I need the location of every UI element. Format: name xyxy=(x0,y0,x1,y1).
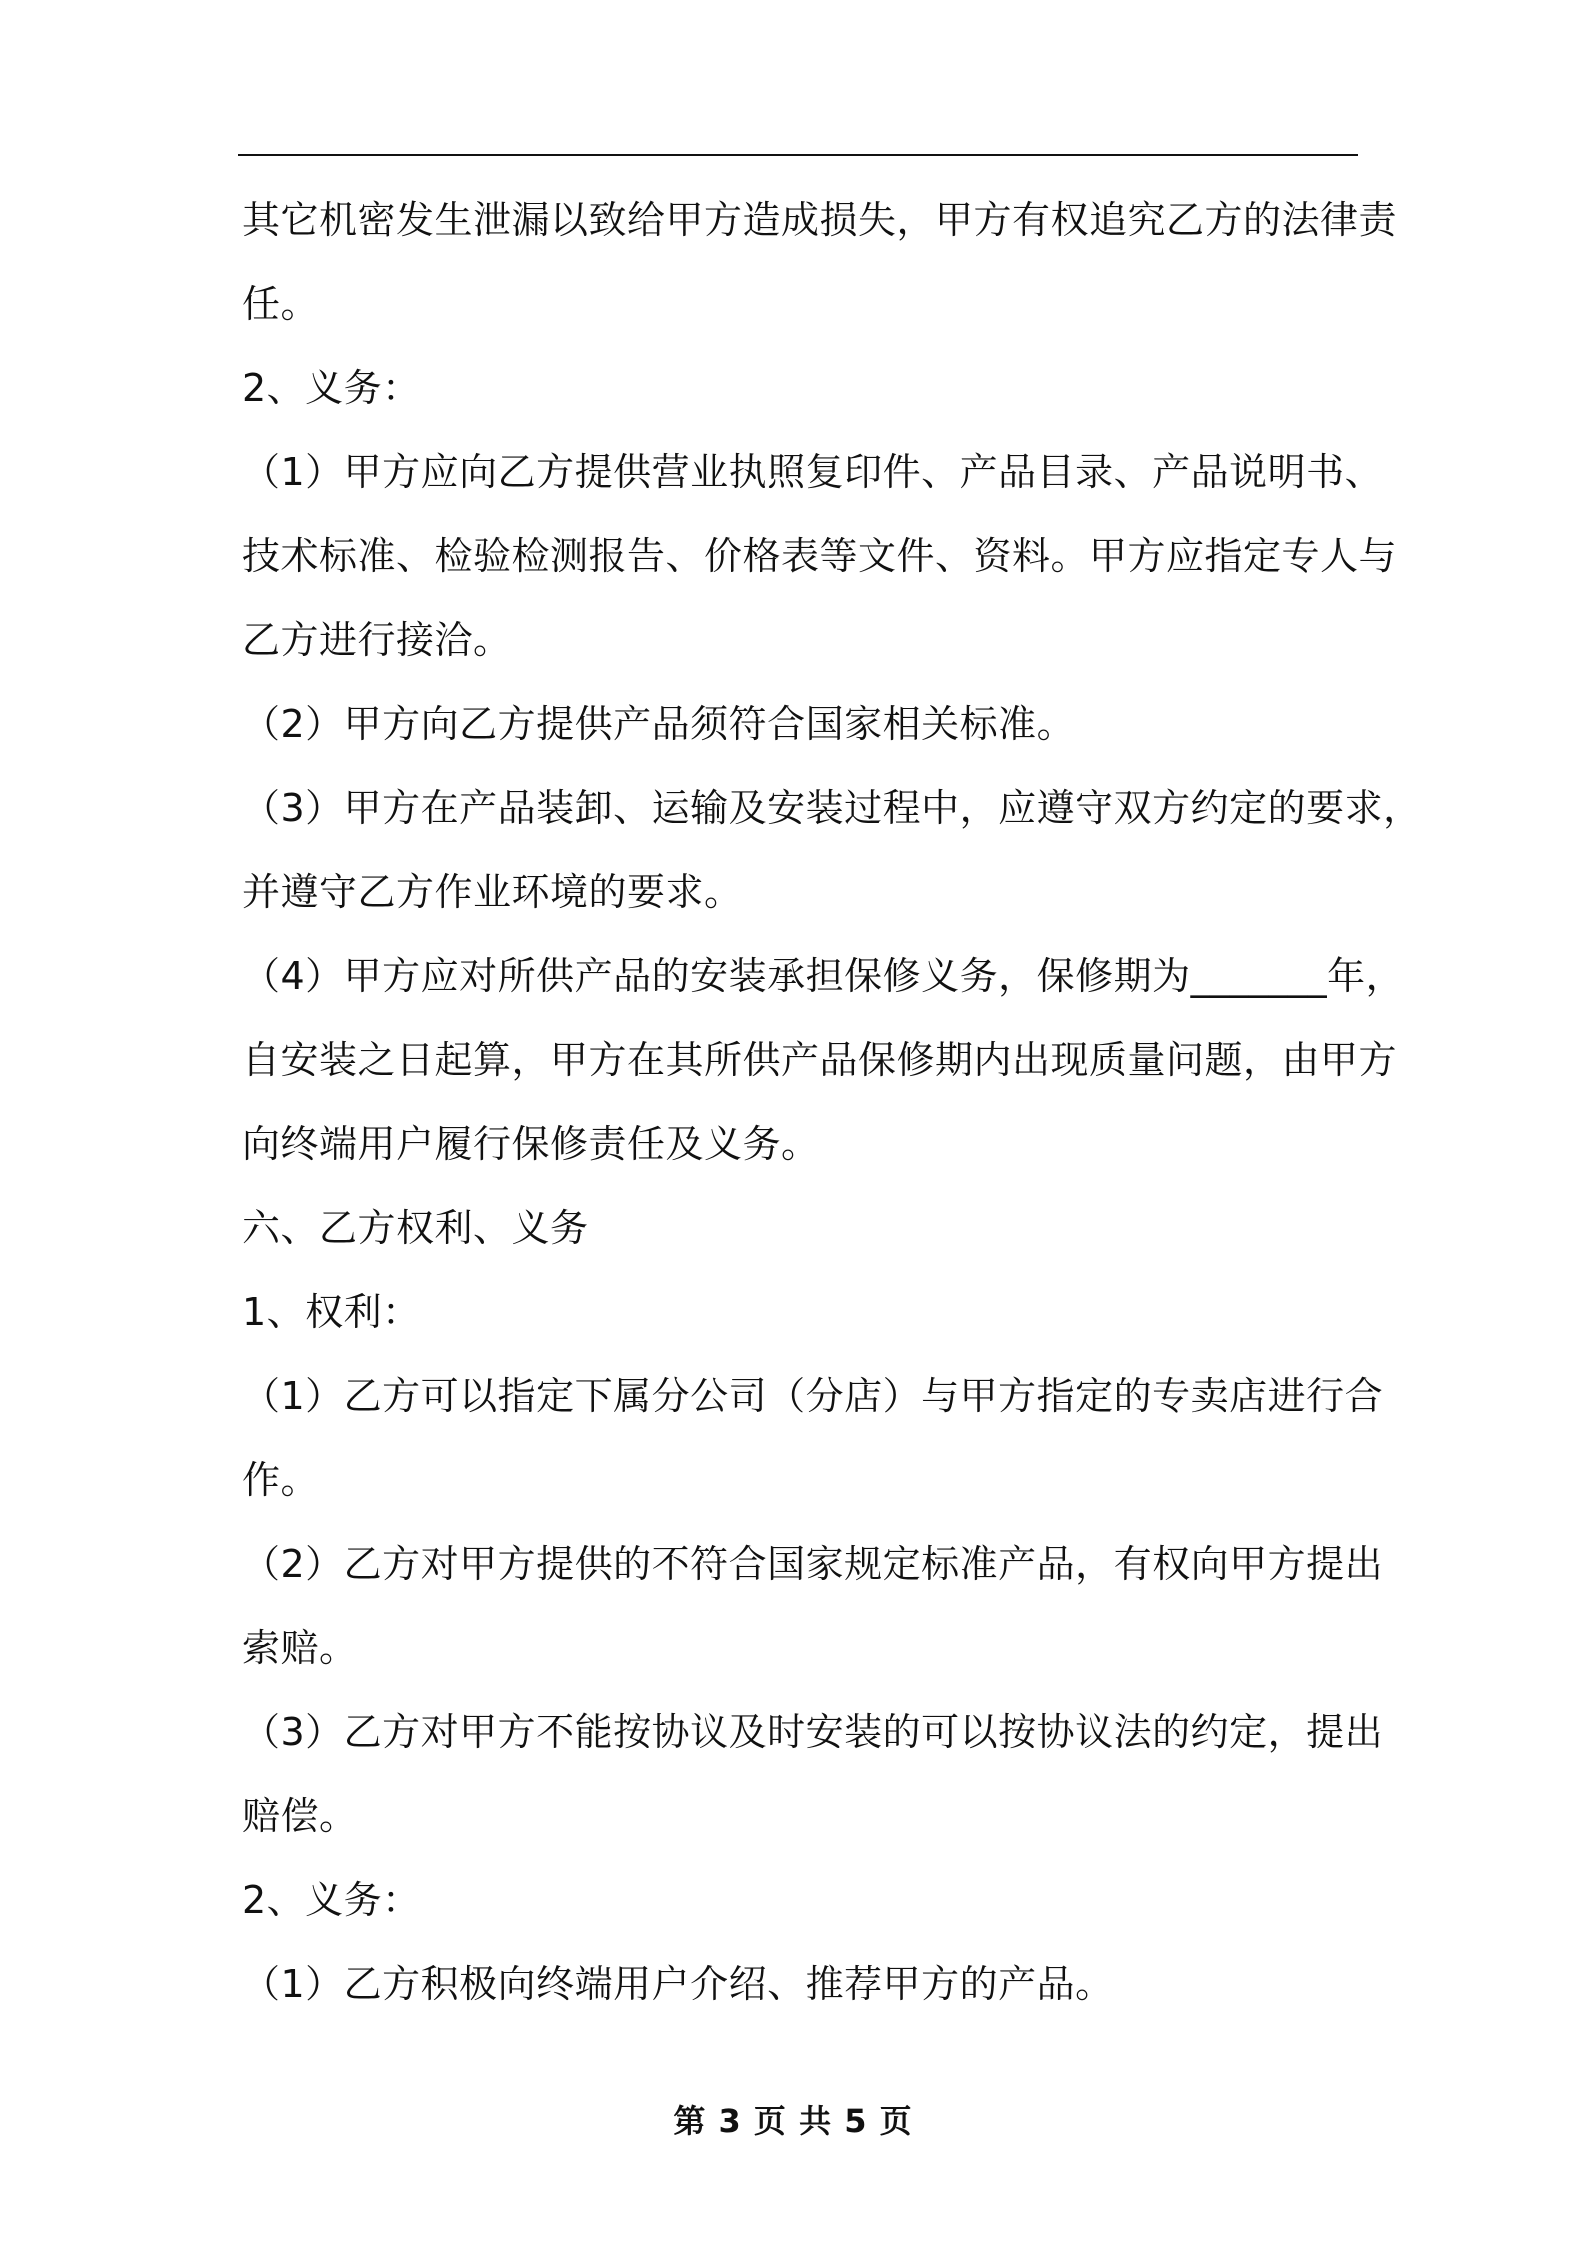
paragraph-line: 向终端用户履行保修责任及义务。 xyxy=(242,1122,820,1166)
section-heading: 2、义务： xyxy=(242,1878,421,1922)
paragraph-line: 并遵守乙方作业环境的要求。 xyxy=(242,870,743,914)
paragraph-line: （3）甲方在产品装卸、运输及安装过程中，应遵守双方约定的要求， xyxy=(242,786,1422,830)
page-number: 第 3 页 共 5 页 xyxy=(673,2102,913,2140)
header-rule xyxy=(238,154,1358,156)
paragraph-line: （1）乙方积极向终端用户介绍、推荐甲方的产品。 xyxy=(242,1962,1114,2006)
section-heading: 六、乙方权利、义务 xyxy=(242,1206,589,1250)
paragraph-line: 其它机密发生泄漏以致给甲方造成损失，甲方有权追究乙方的法律责 xyxy=(242,198,1398,242)
paragraph-line: （3）乙方对甲方不能按协议及时安装的可以按协议法的约定，提出 xyxy=(242,1710,1384,1754)
paragraph-line: 技术标准、检验检测报告、价格表等文件、资料。甲方应指定专人与 xyxy=(242,534,1398,578)
paragraph-line: 任。 xyxy=(242,282,320,326)
paragraph-line: 自安装之日起算，甲方在其所供产品保修期内出现质量问题，由甲方 xyxy=(242,1038,1398,1082)
paragraph-line: 作。 xyxy=(242,1458,320,1502)
paragraph-line: 赔偿。 xyxy=(242,1794,358,1838)
paragraph-line: （4）甲方应对所供产品的安装承担保修义务，保修期为_______年， xyxy=(242,954,1405,998)
paragraph-line: （2）乙方对甲方提供的不符合国家规定标准产品，有权向甲方提出 xyxy=(242,1542,1384,1586)
paragraph-line: （2）甲方向乙方提供产品须符合国家相关标准。 xyxy=(242,702,1076,746)
section-heading: 2、义务： xyxy=(242,366,421,410)
section-heading: 1、权利： xyxy=(242,1290,421,1334)
paragraph-line: 乙方进行接洽。 xyxy=(242,618,512,662)
paragraph-line: （1）甲方应向乙方提供营业执照复印件、产品目录、产品说明书、 xyxy=(242,450,1384,494)
paragraph-line: 索赔。 xyxy=(242,1626,358,1670)
paragraph-line: （1）乙方可以指定下属分公司（分店）与甲方指定的专卖店进行合 xyxy=(242,1374,1384,1418)
